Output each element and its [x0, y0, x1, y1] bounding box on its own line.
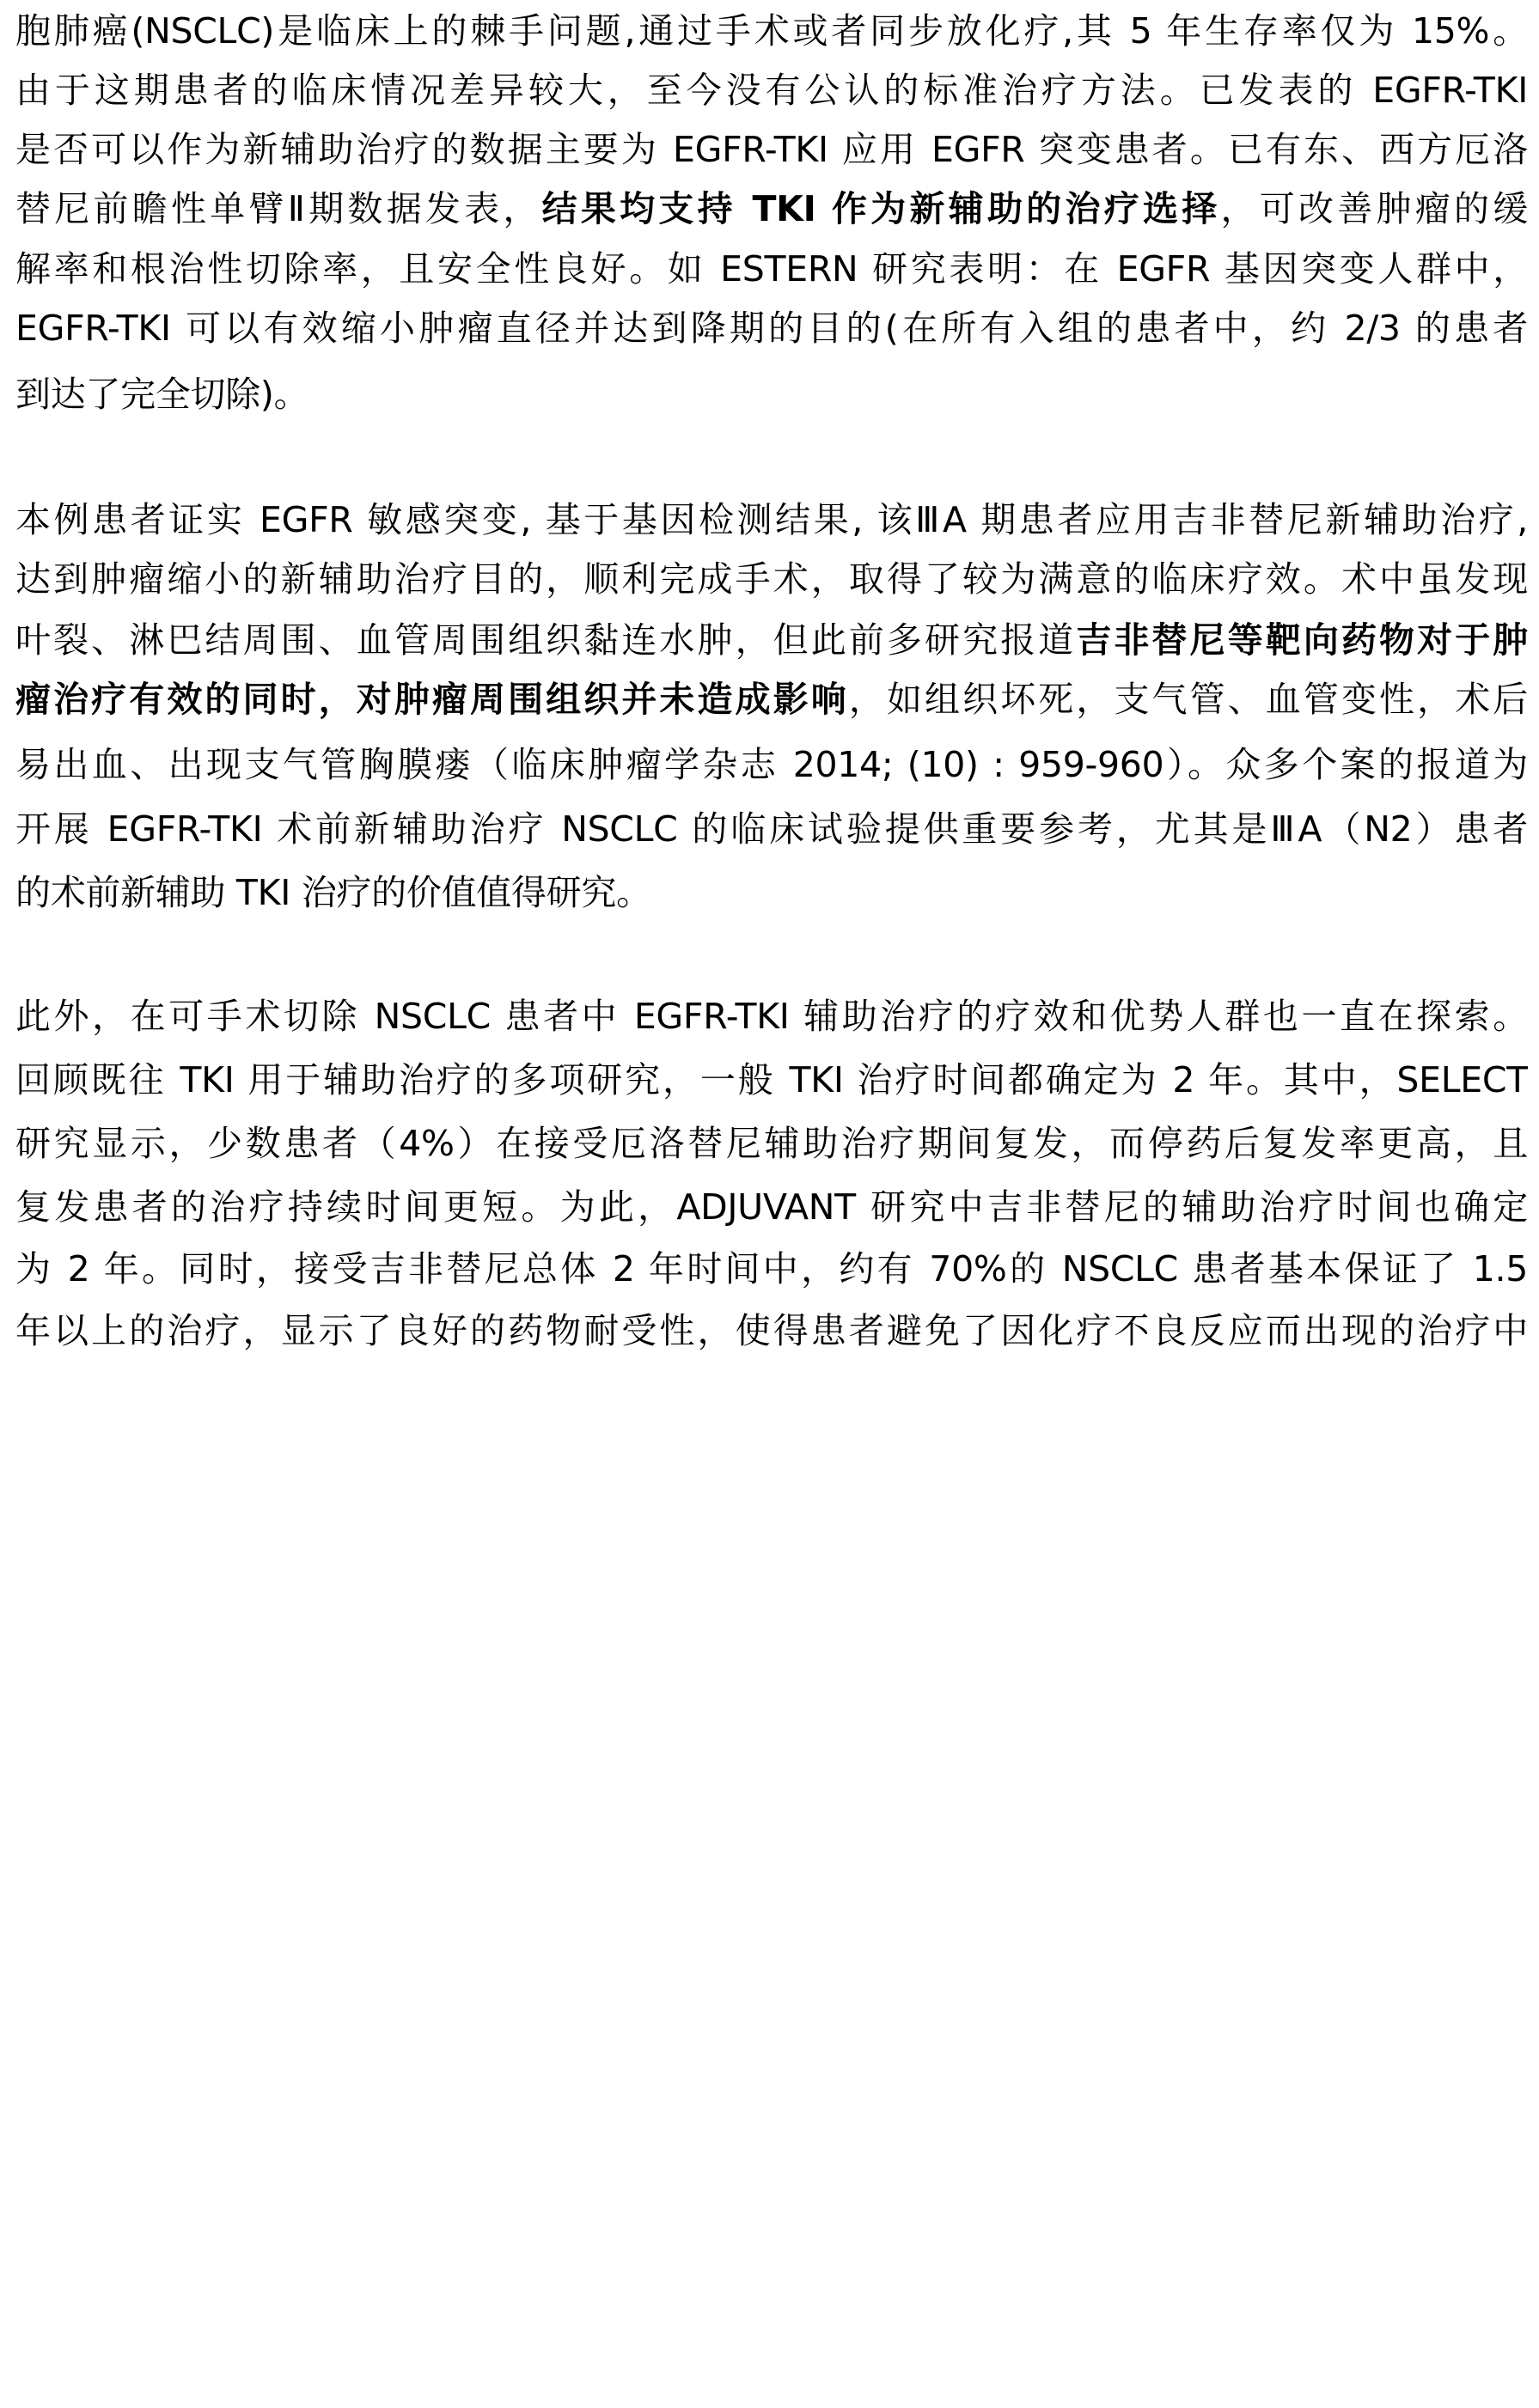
text-run: 胞肺癌(NSCLC)是临床上的棘手问题,通过手术或者同步放化疗,其 5 年生存率仅为 15%。 — [15, 10, 1528, 52]
text-run: 本例患者证实 EGFR 敏感突变, 基于基因检测结果, 该ⅢA 期患者应用吉非替尼新辅助治疗, — [15, 499, 1528, 540]
text-line — [15, 555, 1528, 603]
text-run: 的术前新辅助 TKI 治疗的价值值得研究。 — [15, 872, 651, 913]
text-run: EGFR-TKI 可以有效缩小肿瘤直径并达到降期的目的(在所有入组的患者中，约 2/3 的患者 — [15, 308, 1528, 349]
text-run: 复发患者的治疗持续时间更短。为此，ADJUVANT 研究中吉非替尼的辅助治疗时间也确定 — [15, 1186, 1528, 1228]
text-line — [15, 741, 1528, 789]
text-run: 替尼前瞻性单臂Ⅱ期数据发表， — [15, 188, 542, 229]
bold-text: 瘤治疗有效的同时，对肿瘤周围组织并未造成影响 — [15, 679, 849, 720]
text-line — [15, 1245, 1528, 1293]
text-line — [15, 496, 1528, 544]
text-run: 由于这期患者的临床情况差异较大，至今没有公认的标准治疗方法。已发表的 EGFR-TKI — [15, 70, 1528, 111]
text-line — [15, 370, 1528, 418]
text-line — [15, 1307, 1528, 1355]
text-run: 达到肿瘤缩小的新辅助治疗目的，顺利完成手术，取得了较为满意的临床疗效。术中虽发现 — [15, 558, 1528, 600]
text-run: 为 2 年。同时，接受吉非替尼总体 2 年时间中，约有 70%的 NSCLC 患者基本保证了 1.5 — [15, 1248, 1528, 1289]
text-run: 叶裂、淋巴结周围、血管周围组织黏连水肿，但此前多研究报道 — [15, 619, 1077, 661]
text-run: 研究显示，少数患者（4%）在接受厄洛替尼辅助治疗期间复发，而停药后复发率更高，且 — [15, 1123, 1528, 1164]
text-run: 年以上的治疗，显示了良好的药物耐受性，使得患者避免了因化疗不良反应而出现的治疗中 — [15, 1310, 1528, 1351]
bold-text: 结果均支持 TKI 作为新辅助的治疗选择 — [541, 188, 1221, 229]
text-run: 回顾既往 TKI 用于辅助治疗的多项研究，一般 TKI 治疗时间都确定为 2 年。其中，SELECT — [15, 1059, 1528, 1100]
text-line — [15, 125, 1528, 174]
text-line — [15, 616, 1528, 664]
text-line — [15, 185, 1528, 233]
text-run: 易出血、出现支气管胸膜瘘（临床肿瘤学杂志 2014; (10) : 959-960）。众多个案的报道为 — [15, 744, 1528, 785]
bold-text: 吉非替尼等靶向药物对于肿 — [1076, 619, 1528, 661]
text-line — [15, 245, 1528, 293]
text-line — [15, 992, 1528, 1040]
text-run: 解率和根治性切除率，且安全性良好。如 ESTERN 研究表明：在 EGFR 基因突变人群中， — [15, 248, 1528, 290]
text-run: 开展 EGFR-TKI 术前新辅助治疗 NSCLC 的临床试验提供重要参考，尤其是ⅢA（N2）患者 — [15, 808, 1528, 850]
text-run: ，如组织坏死，支气管、血管变性，术后 — [848, 679, 1528, 720]
text-line — [15, 869, 1528, 917]
text-run: 到达了完全切除)。 — [15, 374, 309, 415]
text-run: 此外，在可手术切除 NSCLC 患者中 EGFR-TKI 辅助治疗的疗效和优势人群也一直在探索。 — [15, 996, 1528, 1037]
text-line — [15, 675, 1528, 723]
text-line — [15, 1183, 1528, 1231]
text-line — [15, 1056, 1528, 1104]
text-run: 是否可以作为新辅助治疗的数据主要为 EGFR-TKI 应用 EGFR 突变患者。已有东、西方厄洛 — [15, 129, 1528, 170]
text-run: ，可改善肿瘤的缓 — [1220, 188, 1528, 229]
text-line — [15, 805, 1528, 853]
text-line — [15, 1119, 1528, 1167]
text-line — [15, 7, 1528, 55]
text-line — [15, 66, 1528, 114]
text-line — [15, 304, 1528, 352]
